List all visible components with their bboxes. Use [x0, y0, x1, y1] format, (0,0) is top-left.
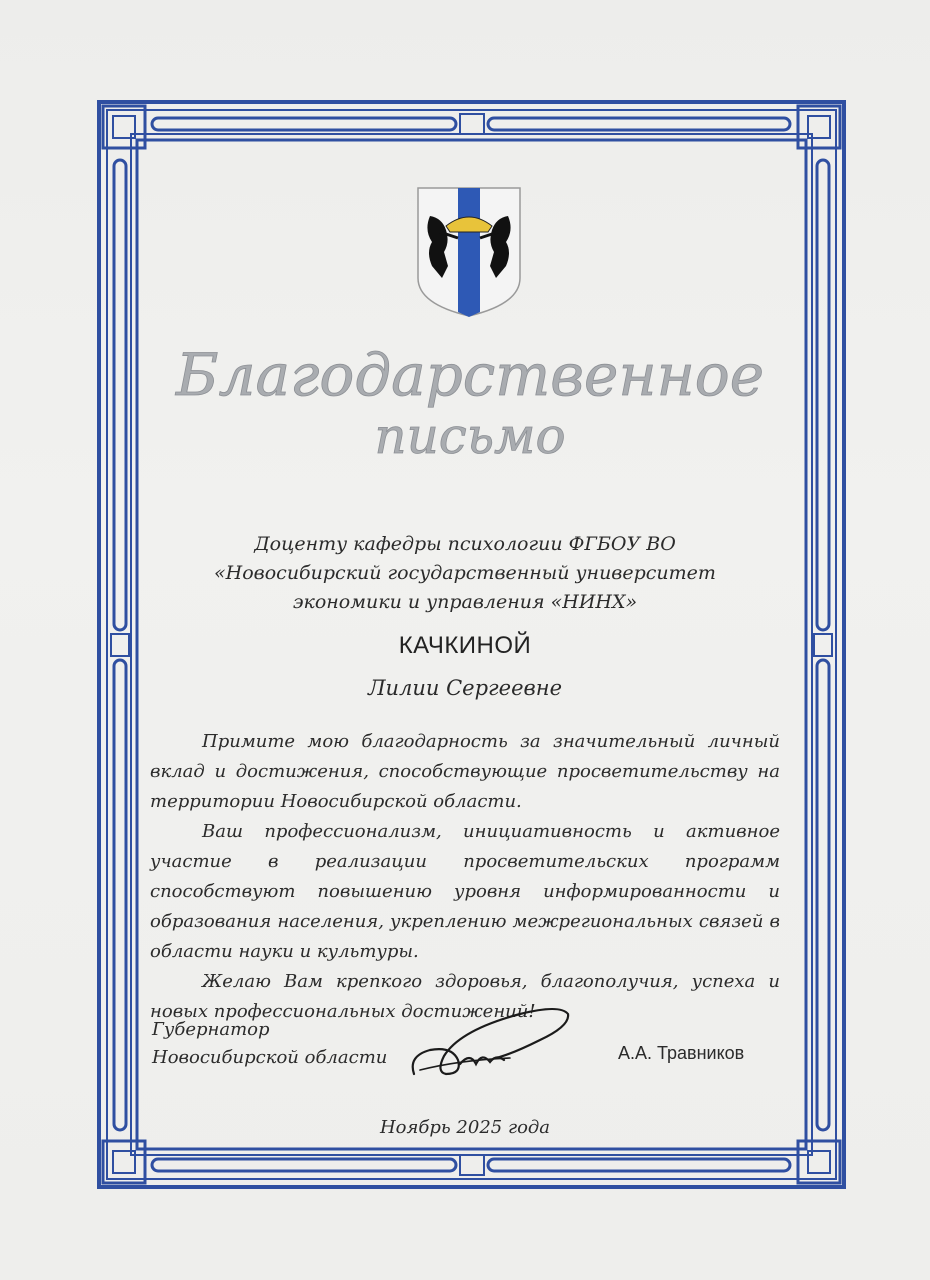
recipient-surname: КАЧКИНОЙ: [398, 632, 532, 659]
signatory-title: [152, 1016, 387, 1072]
body-paragraph-2: Ваш профессионализм, инициативность и активное участие в реализации просветительских программ способствуют повышению уровня информированности и образования населения, укреплению межрегиональных связей в области науки и культуры.: [150, 821, 780, 962]
novosibirsk-coat-of-arms-icon: [416, 186, 522, 318]
handwritten-signature: [400, 1000, 580, 1090]
letter-body: [150, 727, 780, 1027]
letter-date: Ноябрь 2025 года: [379, 1117, 551, 1138]
body-paragraph-3: Желаю Вам крепкого здоровья, благополучия, успеха и новых профессиональных достижений!: [150, 971, 780, 1022]
title-line-2: письмо: [374, 407, 566, 465]
letter-title: [140, 325, 800, 485]
recipient-position: [150, 530, 780, 617]
signatory-name: А.А. Травников: [618, 1043, 745, 1063]
recipient-line-1: Доценту кафедры психологии ФГБОУ ВО: [254, 533, 676, 555]
signatory-title-line-1: Губернатор: [152, 1019, 270, 1040]
recipient-given-names: Лилии Сергеевне: [367, 676, 563, 700]
signatory-title-line-2: Новосибирской области: [152, 1047, 388, 1068]
recipient-line-3: экономики и управления «НИНХ»: [292, 591, 638, 613]
body-paragraph-1: Примите мою благодарность за значительный личный вклад и достижения, способствующие просветительству на территории Новосибирской области.: [150, 731, 780, 812]
title-line-1: Благодарственное: [175, 341, 765, 409]
recipient-line-2: «Новосибирский государственный университет: [214, 562, 716, 584]
